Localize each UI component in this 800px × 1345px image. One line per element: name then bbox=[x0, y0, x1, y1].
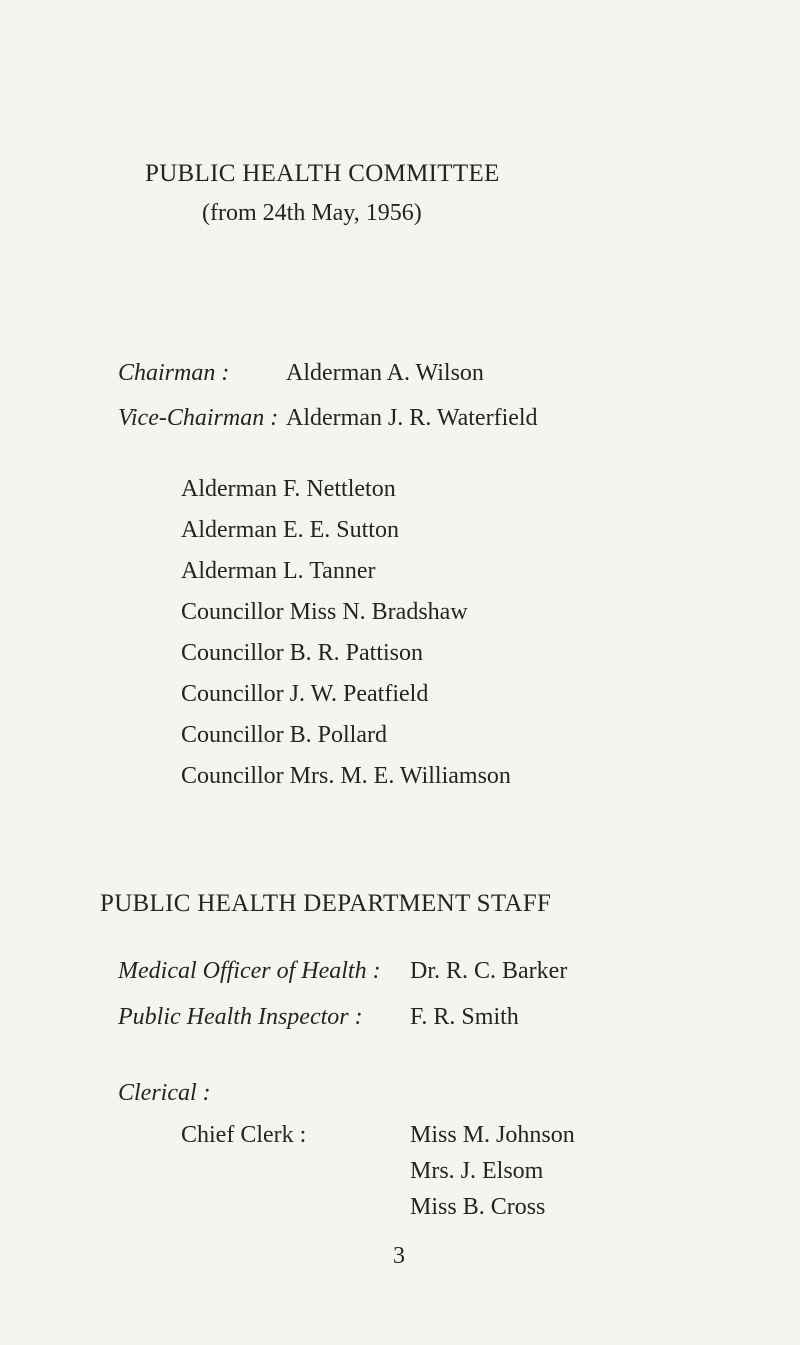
member-item: Alderman E. E. Sutton bbox=[181, 517, 399, 543]
chief-clerk-role: Chief Clerk : bbox=[181, 1122, 307, 1148]
member-item: Alderman L. Tanner bbox=[181, 558, 376, 584]
moh-role: Medical Officer of Health : bbox=[118, 958, 381, 984]
phi-name: F. R. Smith bbox=[410, 1004, 519, 1030]
chairman-role: Chairman : bbox=[118, 360, 230, 386]
phi-role: Public Health Inspector : bbox=[118, 1004, 363, 1030]
page-number: 3 bbox=[393, 1243, 405, 1269]
committee-subheading: (from 24th May, 1956) bbox=[202, 200, 422, 226]
member-item: Councillor J. W. Peatfield bbox=[181, 681, 429, 707]
member-item: Councillor B. R. Pattison bbox=[181, 640, 424, 666]
clerk-name: Mrs. J. Elsom bbox=[410, 1158, 544, 1184]
clerk-name: Miss B. Cross bbox=[410, 1194, 546, 1220]
member-item: Alderman F. Nettleton bbox=[181, 476, 396, 502]
committee-heading: PUBLIC HEALTH COMMITTEE bbox=[145, 160, 500, 187]
staff-heading: PUBLIC HEALTH DEPARTMENT STAFF bbox=[100, 890, 552, 917]
clerk-name: Miss M. Johnson bbox=[410, 1122, 575, 1148]
member-item: Councillor Miss N. Bradshaw bbox=[181, 599, 468, 625]
chairman-name: Alderman A. Wilson bbox=[286, 360, 484, 386]
vice-chairman-name: Alderman J. R. Waterfield bbox=[286, 405, 538, 431]
clerical-label: Clerical : bbox=[118, 1080, 211, 1106]
vice-chairman-role: Vice-Chairman : bbox=[118, 405, 279, 431]
member-item: Councillor B. Pollard bbox=[181, 722, 387, 748]
member-item: Councillor Mrs. M. E. Williamson bbox=[181, 763, 511, 789]
moh-name: Dr. R. C. Barker bbox=[410, 958, 568, 984]
